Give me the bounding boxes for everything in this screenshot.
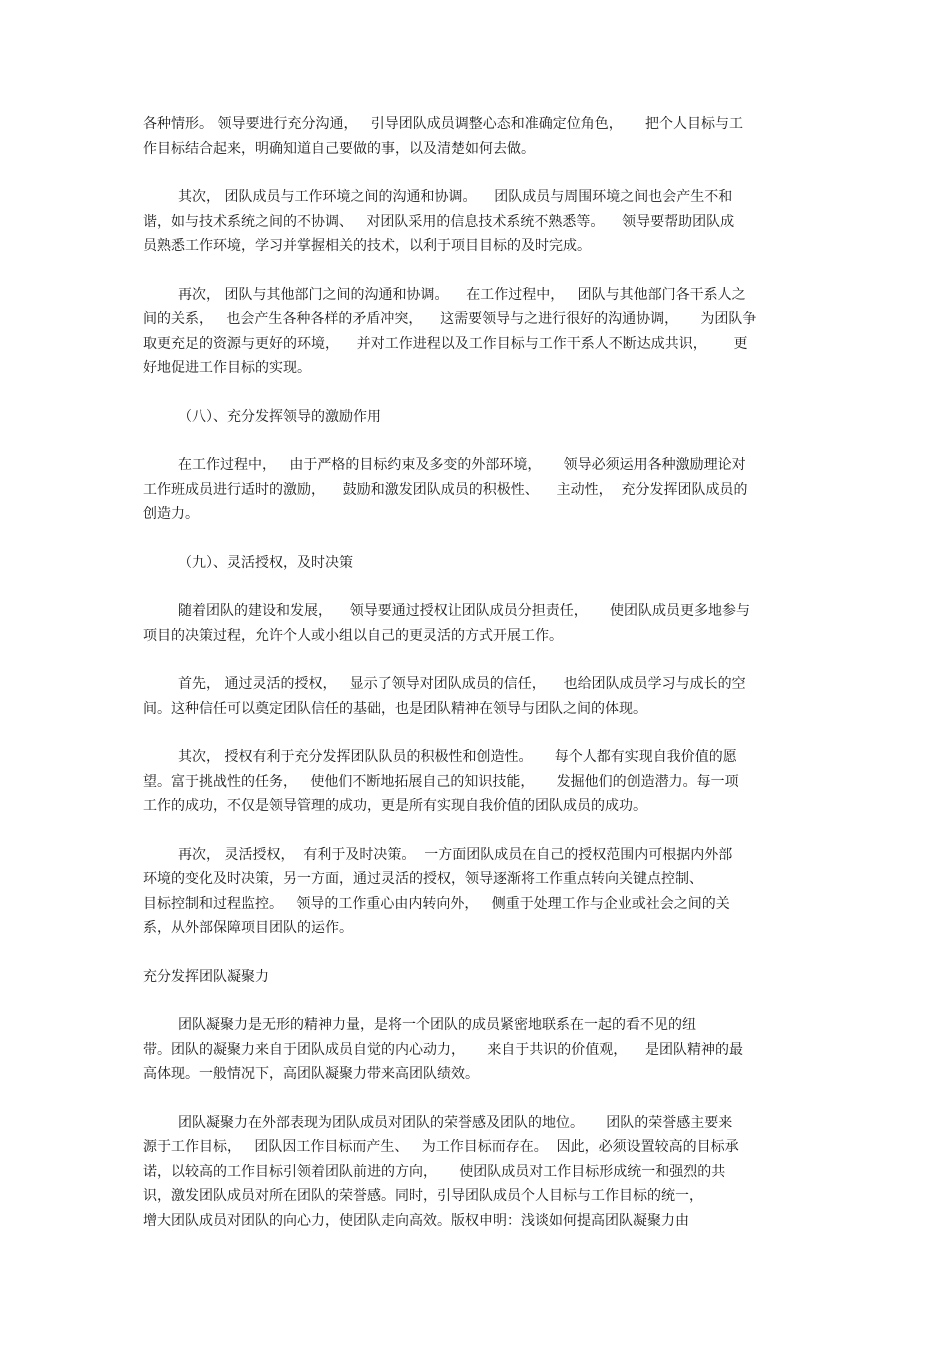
- text-line: 识，激发团队成员对所在团队的荣誉感。同时，引导团队成员个人目标与工作目标的统一，: [143, 1188, 703, 1204]
- text-line: 团队凝聚力是无形的精神力量，是将一个团队的成员紧密地联系在一起的看不见的纽: [178, 1017, 696, 1033]
- text-line: 随着团队的建设和发展， 领导要通过授权让团队成员分担责任， 使团队成员更多地参与: [178, 603, 751, 619]
- section-heading-8: [143, 405, 811, 430]
- paragraph-2: [143, 185, 811, 259]
- paragraph-1: [143, 112, 811, 161]
- text-line: 高体现。一般情况下，高团队凝聚力带来高团队绩效。: [143, 1066, 479, 1082]
- text-line: 望。富于挑战性的任务， 使他们不断地拓展自己的知识技能， 发掘他们的创造潜力。每一项: [143, 773, 739, 790]
- paragraph-4: [143, 453, 811, 527]
- paragraph-7: [143, 745, 811, 819]
- text-line: 其次， 授权有利于充分发挥团队队员的积极性和创造性。 每个人都有实现自我价值的愿: [178, 749, 737, 765]
- text-line: 环境的变化及时决策，另一方面，通过灵活的授权，领导逐渐将工作重点转向关键点控制、: [143, 871, 703, 887]
- text-line: 目标控制和过程监控。 领导的工作重心由内转向外， 侧重于处理工作与企业或社会之间的关: [143, 895, 730, 912]
- text-line: 项目的决策过程，允许个人或小组以自己的更灵活的方式开展工作。: [143, 627, 563, 644]
- text-line: 创造力。: [143, 506, 199, 522]
- section-heading-9: [143, 551, 811, 576]
- text-line: 团队凝聚力在外部表现为团队成员对团队的荣誉感及团队的地位。 团队的荣誉感主要来: [178, 1114, 733, 1131]
- text-line: 源于工作目标， 团队因工作目标而产生、 为工作目标而存在。 因此，必须设置较高的目标承: [143, 1139, 739, 1155]
- text-line: 工作班成员进行适时的激励， 鼓励和激发团队成员的积极性、 主动性， 充分发挥团队成员的: [143, 481, 748, 498]
- text-line: 系，从外部保障项目团队的运作。: [143, 920, 353, 936]
- text-line: 员熟悉工作环境，学习并掌握相关的技术，以利于项目目标的及时完成。: [143, 238, 591, 254]
- paragraph-6: [143, 672, 811, 721]
- text-line: 取更充足的资源与更好的环境， 并对工作进程以及工作目标与工作干系人不断达成共识， 更: [143, 335, 748, 352]
- text-line: 作目标结合起来，明确知道自己要做的事，以及清楚如何去做。: [143, 140, 535, 157]
- paragraph-10: [143, 1111, 811, 1234]
- text-line: 间。这种信任可以奠定团队信任的基础，也是团队精神在领导与团队之间的体现。: [143, 700, 647, 717]
- text-line: 其次， 团队成员与工作环境之间的沟通和协调。 团队成员与周围环境之间也会产生不和: [178, 189, 733, 205]
- text-line: 再次， 团队与其他部门之间的沟通和协调。 在工作过程中， 团队与其他部门各干系人之: [178, 286, 746, 303]
- text-line: 诺，以较高的工作目标引领着团队前进的方向， 使团队成员对工作目标形成统一和强烈的共: [143, 1163, 726, 1180]
- text-line: 增大团队成员对团队的向心力，使团队走向高效。版权申明：浅谈如何提高团队凝聚力由: [143, 1212, 689, 1229]
- heading-text: （九）、灵活授权，及时决策: [178, 554, 353, 571]
- document-body: [143, 112, 811, 1233]
- heading-text: 充分发挥团队凝聚力: [143, 968, 269, 985]
- text-line: 间的关系， 也会产生各种各样的矛盾冲突， 这需要领导与之进行很好的沟通协调， 为团队争: [143, 311, 757, 327]
- paragraph-8: [143, 843, 811, 941]
- paragraph-5: [143, 599, 811, 648]
- text-line: 各种情形。 领导要进行充分沟通， 引导团队成员调整心态和准确定位角色， 把个人目标与工: [143, 116, 744, 132]
- text-line: 好地促进工作目标的实现。: [143, 360, 311, 376]
- text-line: 带。团队的凝聚力来自于团队成员自觉的内心动力， 来自于共识的价值观， 是团队精神的最: [143, 1041, 744, 1058]
- text-line: 工作的成功，不仅是领导管理的成功，更是所有实现自我价值的团队成员的成功。: [143, 798, 647, 814]
- text-line: 在工作过程中， 由于严格的目标约束及多变的外部环境， 领导必须运用各种激励理论对: [178, 457, 746, 473]
- section-heading-cohesion: [143, 965, 811, 990]
- text-line: 谐，如与技术系统之间的不协调、 对团队采用的信息技术系统不熟悉等。 领导要帮助团队成: [143, 213, 735, 230]
- paragraph-9: [143, 1013, 811, 1087]
- text-line: 再次， 灵活授权， 有利于及时决策。 一方面团队成员在自己的授权范围内可根据内外部: [178, 846, 733, 863]
- paragraph-3: [143, 283, 811, 381]
- text-line: 首先， 通过灵活的授权， 显示了领导对团队成员的信任， 也给团队成员学习与成长的空: [178, 676, 746, 692]
- heading-text: （八）、充分发挥领导的激励作用: [178, 408, 381, 425]
